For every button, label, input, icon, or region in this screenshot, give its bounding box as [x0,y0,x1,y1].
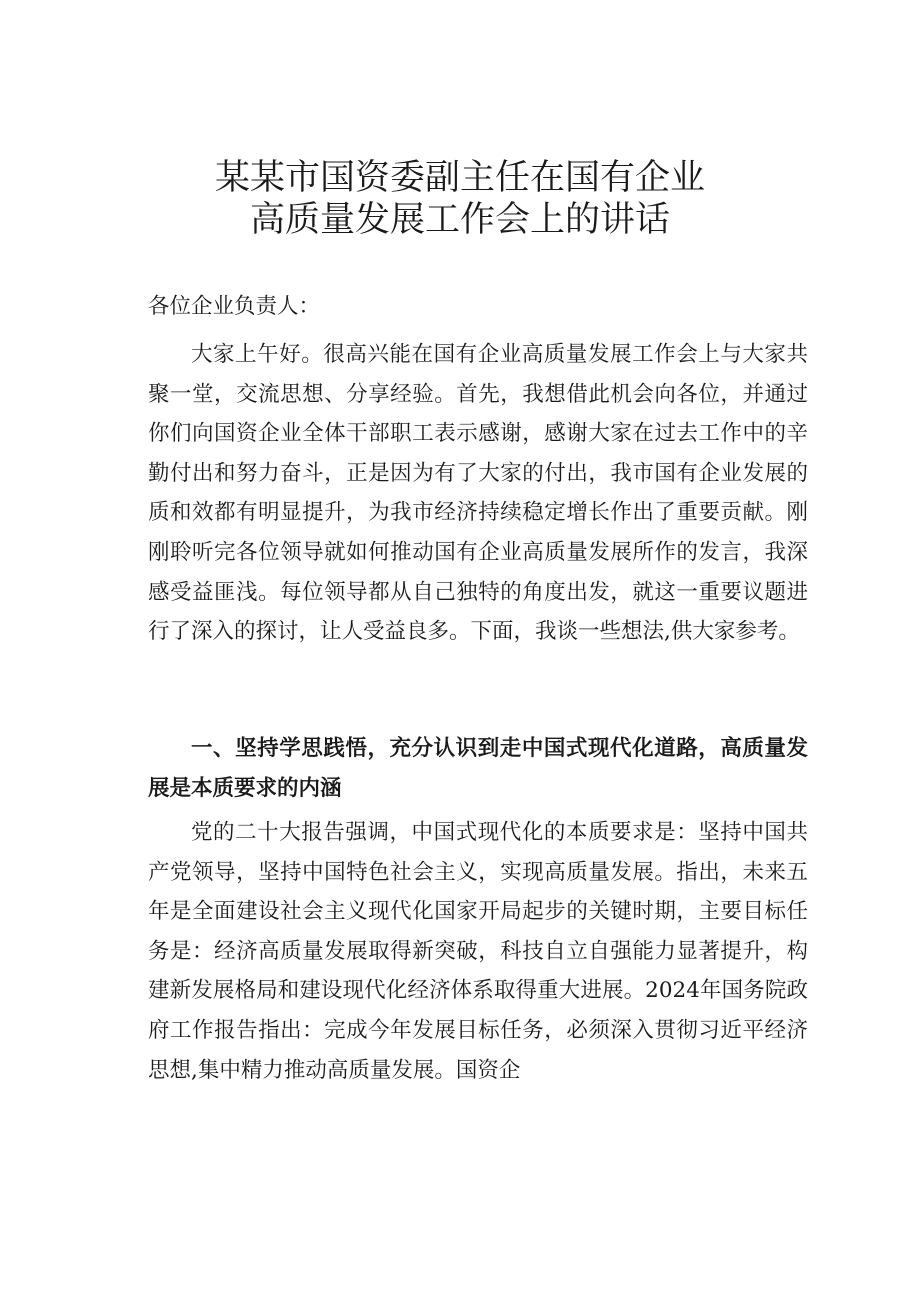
section-1-paragraph: 党的二十大报告强调，中国式现代化的本质要求是：坚持中国共产党领导，坚持中国特色社会主义，实现高质量发展。指出，未来五年是全面建设社会主义现代化国家开局起步的关键时期，主要目标任务是：经济高质量发展取得新突破，科技自立自强能力显著提升，构建新发展格局和建设现代化经济体系取得重大进展。2024年国务院政府工作报告指出：完成今年发展目标任务，必须深入贯彻习近平经济思想,集中精力推动高质量发展。国资企 [148,820,808,1083]
document-title-line-2: 高质量发展工作会上的讲话 [249,200,670,240]
document-title-line-1: 某某市国资委副主任在国有企业 [214,158,705,198]
section-heading-1: 一、坚持学思践悟，充分认识到走中国式现代化道路，高质量发展是本质要求的内涵 [148,736,808,801]
salutation: 各位企业负责人： [148,294,321,319]
opening-paragraph: 大家上午好。很高兴能在国有企业高质量发展工作会上与大家共聚一堂，交流思想、分享经验。首先，我想借此机会向各位，并通过你们向国资企业全体干部职工表示感谢，感谢大家在过去工作中的辛勤付出和努力奋斗，正是因为有了大家的付出，我市国有企业发展的质和效都有明显提升，为我市经济持续稳定增长作出了重要贡献。刚刚聆听完各位领导就如何推动国有企业高质量发展所作的发言，我深感受益匪浅。每位领导都从自己独特的角度出发，就这一重要议题进行了深入的探讨，让人受益良多。下面，我谈一些想法,供大家参考。 [148,342,808,645]
